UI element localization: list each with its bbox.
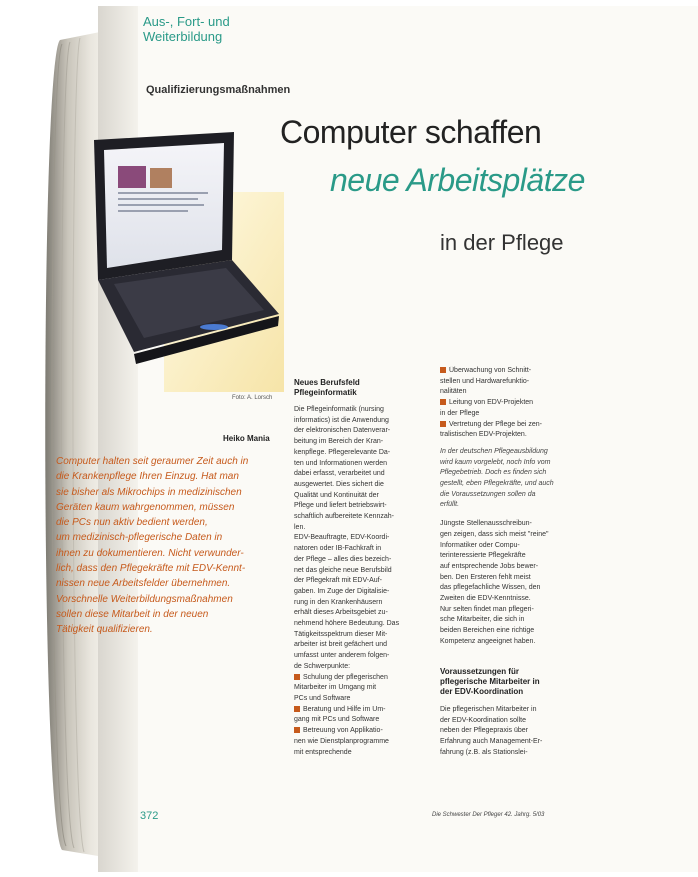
intro-line: sollen diese Mitarbeit in der neuen	[56, 608, 209, 620]
body-line: kenpflege. Pflegerelevante Da-	[294, 448, 391, 456]
author-name: Heiko Mania	[223, 434, 270, 443]
bullet-square-icon	[440, 421, 446, 427]
bullet-line: stellen und Hardwarefunktio-	[440, 377, 530, 385]
bullet-line: mit entsprechende	[294, 748, 352, 756]
bullet-line: Leitung von EDV-Projekten	[440, 398, 580, 409]
intro-line: Geräten kaum wahrgenommen, müssen	[56, 501, 235, 513]
body-line: das pflegefachliche Wissen, den	[440, 584, 541, 592]
body-line: ausgewertet. Dies sichert die	[294, 480, 384, 488]
body-line: ten und Informationen werden	[294, 459, 388, 467]
body-line: Zweiten die EDV-Kenntnisse.	[440, 595, 531, 603]
body-line: nehmend höhere Bedeutung. Das	[294, 620, 400, 628]
subheading-line: Neues Berufsfeld	[294, 378, 360, 387]
body-line: Erfahrung auch Management-Er-	[440, 738, 543, 746]
body-line: gen zeigen, dass sich meist "reine"	[440, 530, 549, 538]
body-line: beiden Bereichen eine richtige	[440, 627, 535, 635]
bullet-line: Schulung der pflegerischen	[294, 673, 402, 684]
section-label-line: Aus-, Fort- und	[143, 14, 230, 29]
bullet-line: in der Pflege	[440, 409, 480, 417]
intro-line: ihnen zu dokumentieren. Nicht verwunder-	[56, 547, 244, 559]
body-line: schaftlich aufbereitete Kennzah-	[294, 513, 395, 521]
subheading-line: Voraussetzungen für	[440, 667, 519, 676]
bullet-square-icon	[294, 727, 300, 733]
bullet-line: Betreuung von Applikatio-	[294, 726, 402, 737]
bullet-line: nen wie Dienstplanprogramme	[294, 737, 389, 745]
body-line: Tätigkeitsspektrum dieser Mit-	[294, 630, 388, 638]
body-line: Informatiker oder Compu-	[440, 541, 520, 549]
italic-line: Pflegebetrieb. Doch es finden sich	[440, 469, 547, 477]
body-line: terinteressierte Pflegekräfte	[440, 552, 526, 560]
bullet-line: tralistischen EDV-Projekten.	[440, 431, 527, 439]
bullet-square-icon	[294, 706, 300, 712]
body-line: len.	[294, 523, 306, 531]
body-line: Qualität und Kontinuität der	[294, 491, 379, 499]
bullet-line: gang mit PCs und Software	[294, 716, 380, 724]
subheading-line: pflegerische Mitarbeiter in	[440, 677, 540, 686]
body-line: der Pflege – alles dies bezeich-	[294, 555, 392, 563]
kicker: Qualifizierungsmaßnahmen	[146, 84, 291, 96]
footer-citation: Die Schwester Der Pfleger 42. Jahrg. 5/03	[432, 812, 545, 818]
body-line: Pflege und liefert betriebswirt-	[294, 502, 387, 510]
italic-line: die Voraussetzungen sollen da	[440, 490, 536, 498]
body-line: arbeiter ist breit gefächert und	[294, 641, 387, 649]
italic-line: In der deutschen Pflegeausbildung	[440, 447, 548, 455]
body-line: umfasst unter anderem folgen-	[294, 652, 390, 660]
body-line: informatics) ist die Anwendung	[294, 416, 389, 424]
intro-line: Vorschnelle Weiterbildungsmaßnahmen	[56, 593, 233, 605]
photo-credit: Foto: A. Lorsch	[232, 395, 273, 401]
body-line: neben der Pflegepraxis über	[440, 727, 528, 735]
body-line: gaben. Im Zuge der Digitalisie-	[294, 587, 390, 595]
intro-paragraph	[56, 454, 284, 638]
body-line: Nur selten findet man pflegeri-	[440, 605, 534, 613]
bullet-square-icon	[440, 399, 446, 405]
bullet-line: PCs und Software	[294, 694, 351, 702]
body-line: de Schwerpunkte:	[294, 662, 351, 670]
bullet-square-icon	[440, 367, 446, 373]
headline-line-3: in der Pflege	[440, 230, 564, 255]
bullet-line: Mitarbeiter im Umgang mit	[294, 684, 377, 692]
section-label	[143, 14, 283, 44]
italic-line: gestellt, eben Pflegekräfte, und auch	[440, 480, 554, 488]
intro-line: Tätigkeit qualifizieren.	[56, 624, 153, 636]
body-line: Die Pflegeinformatik (nursing	[294, 406, 384, 413]
subheading-requirements	[440, 667, 540, 697]
body-column-3-bottom	[440, 705, 580, 759]
intro-line: nissen neue Arbeitsfelder übernehmen.	[56, 578, 231, 590]
laptop-photo	[74, 132, 284, 394]
body-line: fahrung (z.B. als Stationslei-	[440, 748, 528, 756]
body-line: auf entsprechende Jobs bewer-	[440, 562, 539, 570]
body-line: Jüngste Stellenausschreibun-	[440, 520, 532, 528]
bullet-line: Beratung und Hilfe im Um-	[294, 705, 402, 716]
intro-line: die PCs nun aktiv bedient werden,	[56, 517, 208, 529]
body-line: natoren oder IB-Fachkraft in	[294, 545, 382, 553]
subheading-line: Pflegeinformatik	[294, 388, 357, 397]
body-line: der elektronischen Datenverar-	[294, 427, 391, 435]
italic-line: erfüllt.	[440, 501, 460, 509]
italic-line: wird kaum vorgelebt, noch Info vom	[440, 458, 551, 466]
body-line: sche Mitarbeiter, die sich in	[440, 616, 525, 624]
body-line: der EDV-Koordination sollte	[440, 716, 526, 724]
bullet-line: nalitäten	[440, 388, 467, 396]
body-line: der Pflegekraft mit EDV-Auf-	[294, 577, 382, 585]
body-line: beitung im Bereich der Kran-	[294, 438, 384, 446]
body-column-3	[440, 366, 580, 648]
body-line: erhält dieses Arbeitsgebiet zu-	[294, 609, 388, 617]
body-line: dabei erfasst, verarbeitet und	[294, 470, 385, 478]
headline-line-1: Computer schaffen	[280, 114, 542, 150]
body-column-2	[294, 405, 402, 758]
bullet-line: Vertretung der Pflege bei zen-	[440, 420, 580, 431]
body-line: Kompetenz angeeignet haben.	[440, 637, 536, 645]
intro-line: die Krankenpflege Ihren Einzug. Hat man	[56, 471, 239, 483]
intro-line: sie bisher als Mikrochips in medizinischen	[56, 486, 242, 498]
headline-line-2: neue Arbeitsplätze	[330, 162, 585, 198]
body-line: rung in den Krankenhäusern	[294, 598, 383, 606]
intro-line: lich, dass den Pflegekräfte mit EDV-Kennt-	[56, 563, 246, 575]
page-number: 372	[140, 810, 159, 822]
subheading-new-field	[294, 378, 360, 398]
bullet-square-icon	[294, 674, 300, 680]
body-line: EDV-Beauftragte, EDV-Koordi-	[294, 534, 390, 542]
intro-line: Computer halten seit geraumer Zeit auch in	[56, 456, 249, 467]
subheading-line: der EDV-Koordination	[440, 687, 524, 696]
body-line: net das gleiche neue Berufsbild	[294, 566, 392, 574]
bullet-line: Überwachung von Schnitt-	[440, 366, 580, 377]
section-label-line: Weiterbildung	[143, 29, 223, 44]
intro-line: um medizinisch-pflegerische Daten in	[56, 532, 223, 544]
body-line: Die pflegerischen Mitarbeiter in	[440, 706, 537, 713]
body-line: ben. Den Ersteren fehlt meist	[440, 573, 531, 581]
